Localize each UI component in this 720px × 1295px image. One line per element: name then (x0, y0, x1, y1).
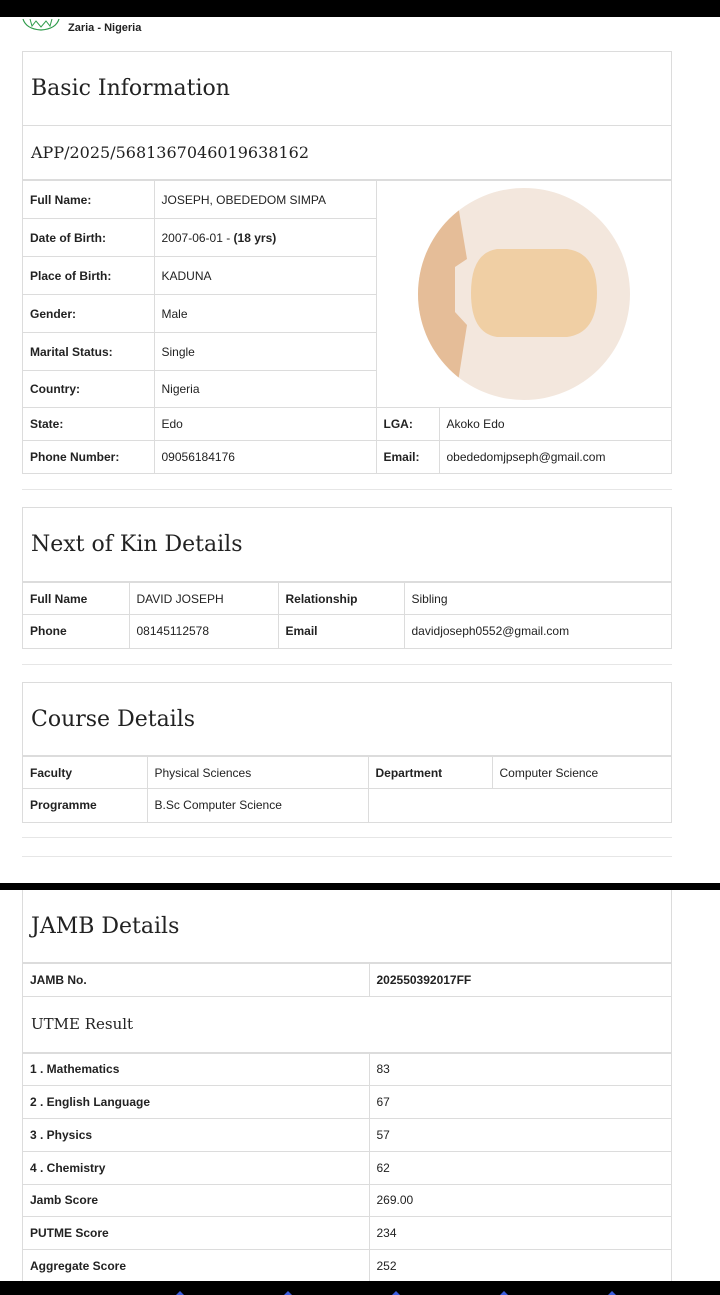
jamb-number-value: 202550392017FF (369, 964, 671, 996)
state-value: Edo (154, 408, 376, 441)
course-details-table (23, 756, 671, 822)
email-label: Email: (376, 441, 439, 473)
department-value: Computer Science (492, 757, 671, 789)
empty-cell (368, 789, 671, 822)
pob-value: KADUNA (154, 257, 376, 295)
gender-value: Male (154, 295, 376, 333)
university-location: Zaria - Nigeria (68, 22, 142, 34)
subject-score: 62 (369, 1151, 671, 1184)
subject-label: 1 . Mathematics (23, 1053, 369, 1085)
aggregate-score-label: Aggregate Score (23, 1249, 369, 1282)
utme-result-title: UTME Result (23, 996, 671, 1053)
jamb-number-table (23, 963, 671, 996)
photo-cell (376, 181, 671, 408)
divider (22, 837, 672, 838)
subject-score: 67 (369, 1085, 671, 1118)
subject-score: 57 (369, 1118, 671, 1151)
basic-information-title: Basic Information (23, 52, 671, 126)
state-label: State: (23, 408, 154, 441)
screenshot-seam (0, 883, 720, 890)
dob-label: Date of Birth: (23, 219, 154, 257)
kin-phone-label: Phone (23, 615, 129, 648)
full-name-label: Full Name: (23, 181, 154, 219)
nav-icon[interactable] (173, 1291, 187, 1295)
kin-relationship-value: Sibling (404, 583, 671, 615)
subject-label: 4 . Chemistry (23, 1151, 369, 1184)
pob-label: Place of Birth: (23, 257, 154, 295)
utme-result-table (23, 1053, 671, 1283)
next-of-kin-title: Next of Kin Details (23, 508, 671, 582)
jamb-number-label: JAMB No. (23, 964, 369, 996)
jamb-score-label: Jamb Score (23, 1184, 369, 1216)
programme-value: B.Sc Computer Science (147, 789, 368, 822)
kin-email-value: davidjoseph0552@gmail.com (404, 615, 671, 648)
application-number: APP/2025/5681367046019638162 (23, 126, 671, 180)
lga-label: LGA: (376, 408, 439, 441)
nav-icon[interactable] (389, 1291, 403, 1295)
status-bar (0, 0, 720, 17)
applicant-photo (417, 187, 631, 401)
email-value: obededomjpseph@gmail.com (439, 441, 671, 473)
jamb-details-title: JAMB Details (23, 890, 671, 963)
dob-date: 2007-06-01 - (161, 230, 234, 245)
lga-value: Akoko Edo (439, 408, 671, 441)
nav-icon[interactable] (281, 1291, 295, 1295)
aggregate-score-value: 252 (369, 1249, 671, 1282)
dob-value (154, 219, 376, 257)
putme-score-label: PUTME Score (23, 1216, 369, 1249)
kin-email-label: Email (278, 615, 404, 648)
nav-icon[interactable] (605, 1291, 619, 1295)
divider (22, 856, 672, 857)
kin-name-label: Full Name (23, 583, 129, 615)
university-logo (22, 17, 60, 31)
subject-score: 83 (369, 1053, 671, 1085)
bottom-navigation-bar (0, 1281, 720, 1295)
jamb-details-card (22, 890, 672, 1283)
faculty-value: Physical Sciences (147, 757, 368, 789)
marital-status-value: Single (154, 333, 376, 371)
basic-information-table (23, 180, 671, 473)
gender-label: Gender: (23, 295, 154, 333)
divider (22, 664, 672, 665)
age-value: (18 yrs) (233, 230, 277, 245)
country-label: Country: (23, 371, 154, 408)
programme-label: Programme (23, 789, 147, 822)
basic-information-card (22, 51, 672, 474)
country-value: Nigeria (154, 371, 376, 408)
next-of-kin-card (22, 507, 672, 649)
jamb-score-value: 269.00 (369, 1184, 671, 1216)
full-name-value: JOSEPH, OBEDEDOM SIMPA (154, 181, 376, 219)
divider (22, 489, 672, 490)
kin-relationship-label: Relationship (278, 583, 404, 615)
phone-label: Phone Number: (23, 441, 154, 473)
next-of-kin-table (23, 582, 671, 648)
kin-phone-value: 08145112578 (129, 615, 278, 648)
course-details-title: Course Details (23, 683, 671, 756)
subject-label: 3 . Physics (23, 1118, 369, 1151)
marital-status-label: Marital Status: (23, 333, 154, 371)
department-label: Department (368, 757, 492, 789)
kin-name-value: DAVID JOSEPH (129, 583, 278, 615)
faculty-label: Faculty (23, 757, 147, 789)
phone-value: 09056184176 (154, 441, 376, 473)
putme-score-value: 234 (369, 1216, 671, 1249)
nav-icon[interactable] (497, 1291, 511, 1295)
course-details-card (22, 682, 672, 823)
subject-label: 2 . English Language (23, 1085, 369, 1118)
